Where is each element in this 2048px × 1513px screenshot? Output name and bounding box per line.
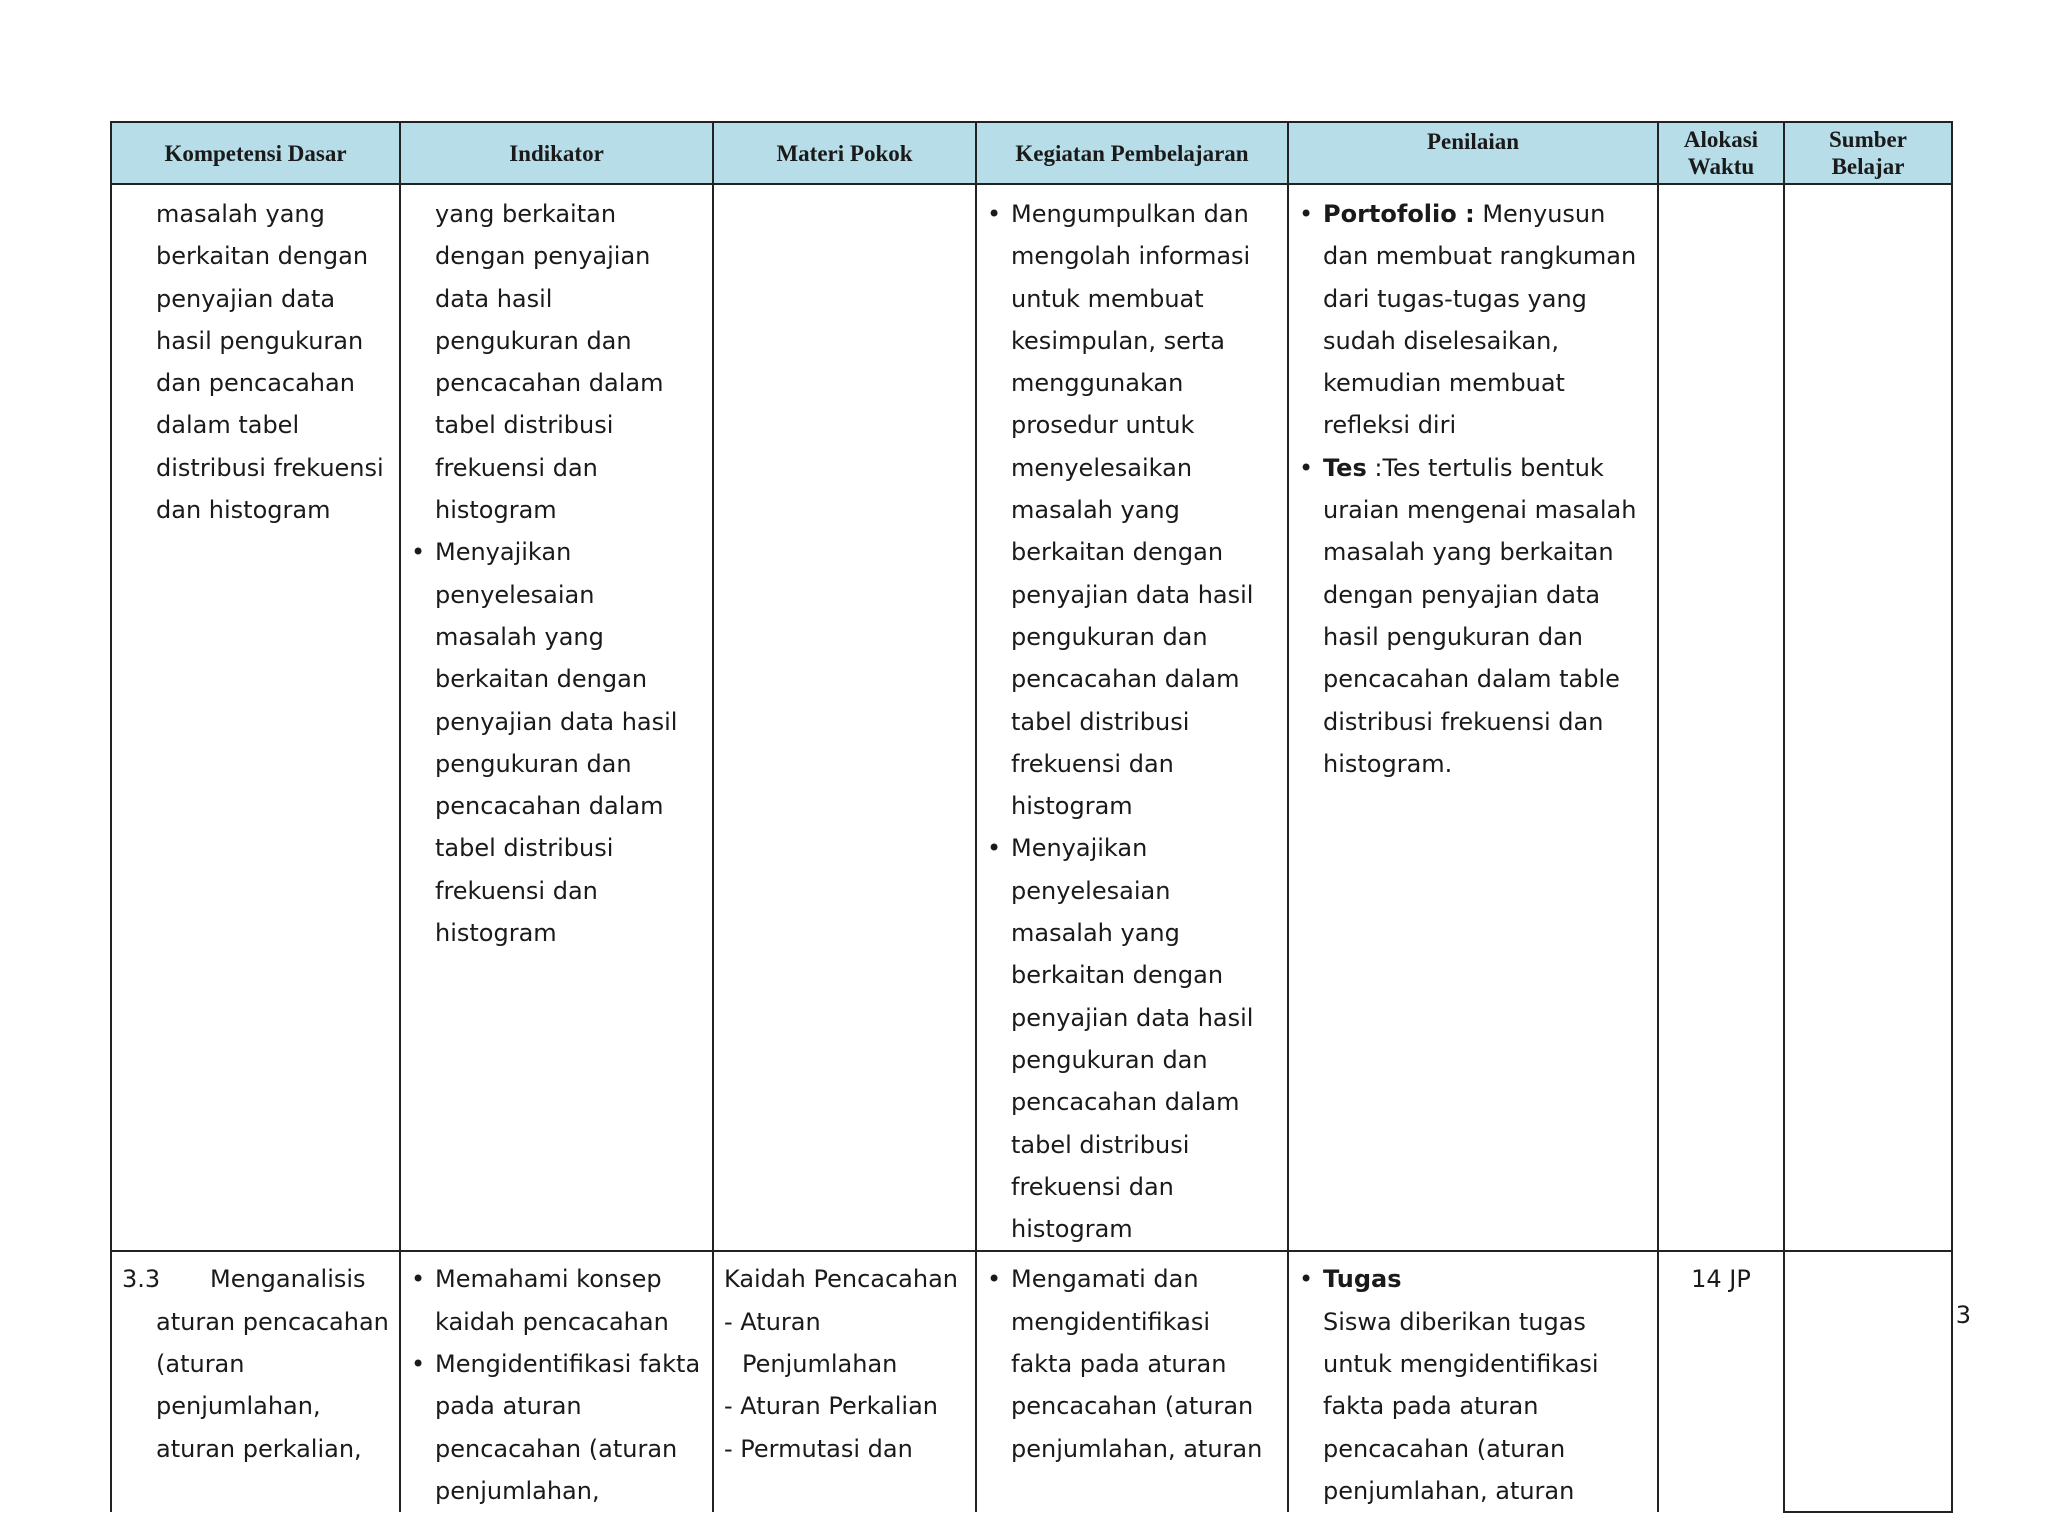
cell-kegiatan-pembelajaran [976,1251,1288,1512]
header-indikator: Indikator [400,122,713,184]
cell-materi-pokok [713,1251,976,1512]
list-item: • Mengidentifikasi fakta pada aturan pencacahan (aturan penjumlahan, [411,1343,702,1512]
cell-alokasi-waktu [1658,184,1784,1251]
kompetensi-verb: Menganalisis [210,1265,366,1294]
header-sumber-belajar [1784,122,1952,184]
list-item: • Mengumpulkan dan mengolah informasi untuk membuat kesimpulan, serta menggunakan prosedur untuk menyelesaikan masalah yang berkaitan dengan penyajian data hasil pengukuran dan pencacahan dalam tabel distribusi frekuensi dan histogram [987,193,1277,827]
header-alokasi-line1: Alokasi [1683,127,1759,152]
cell-indikator [400,184,713,1251]
penilaian-list [1299,1258,1647,1512]
list-item [1299,1258,1647,1512]
indikator-list [411,1258,702,1512]
header-kompetensi-dasar: Kompetensi Dasar [111,122,400,184]
penilaian-label: Portofolio : [1323,200,1475,228]
header-kegiatan-pembelajaran: Kegiatan Pembelajaran [976,122,1288,184]
cell-penilaian [1288,1251,1658,1512]
list-item: • Memahami konsep kaidah pencacahan [411,1258,702,1343]
header-penilaian: Penilaian [1288,122,1658,184]
materi-item: - Permutasi dan [724,1434,913,1463]
penilaian-text: Menyusun dan membuat rangkuman dari tugas-tugas yang sudah diselesaikan, kemudian membuat refleksi diri [1323,200,1637,440]
list-item: • Menyajikan penyelesaian masalah yang berkaitan dengan penyajian data hasil pengukuran dan pencacahan dalam tabel distribusi frekuensi dan histogram [411,531,702,954]
materi-item: - Aturan Perkalian [724,1392,939,1421]
cell-sumber-belajar [1784,184,1952,1251]
penilaian-label: Tes [1323,453,1367,482]
kompetensi-first-line [122,1258,389,1300]
table-row [111,184,1952,1251]
table-row [111,1251,1952,1512]
cell-kegiatan-pembelajaran [976,184,1288,1251]
kompetensi-number: 3.3 [122,1265,161,1294]
penilaian-list [1299,193,1647,785]
penilaian-label: Tugas [1323,1265,1402,1294]
list-item: • Menyajikan penyelesaian masalah yang berkaitan dengan penyajian data hasil pengukuran dan pencacahan dalam tabel distribusi frekuensi dan histogram [987,827,1277,1250]
list-item [1299,193,1647,447]
cell-penilaian [1288,184,1658,1251]
header-materi-pokok: Materi Pokok [713,122,976,184]
indikator-list [411,531,702,954]
materi-title: Kaidah Pencacahan [724,1265,958,1294]
kegiatan-list [987,1258,1277,1469]
list-item [1299,447,1647,785]
materi-item: - Aturan Penjumlahan [724,1307,898,1379]
penilaian-text: Siswa diberikan tugas untuk mengidentifikasi fakta pada aturan pencacahan (aturan penjumlahan, aturan [1323,1307,1599,1505]
cell-indikator [400,1251,713,1512]
cell-sumber-belajar [1784,1251,1952,1512]
syllabus-table [110,121,1953,1513]
kegiatan-list [987,193,1277,1250]
cell-alokasi-waktu: 14 JP [1658,1251,1784,1512]
kompetensi-text: masalah yang berkaitan dengan penyajian data hasil pengukuran dan pencacahan dalam tabel distribusi frekuensi dan histogram [156,200,384,525]
cell-kompetensi-dasar [111,184,400,1251]
table-header-row [111,122,1952,184]
header-alokasi-line2: Waktu [1687,154,1755,179]
kompetensi-text: aturan pencacahan (aturan penjumlahan, aturan perkalian, [156,1307,389,1463]
header-sumber-line1: Sumber [1829,127,1907,152]
list-item: • Mengamati dan mengidentifikasi fakta pada aturan pencacahan (aturan penjumlahan, aturan [987,1258,1277,1469]
cell-materi-pokok [713,184,976,1251]
header-sumber-line2: Belajar [1831,154,1905,179]
penilaian-text: :Tes tertulis bentuk uraian mengenai masalah masalah yang berkaitan dengan penyajian data hasil pengukuran dan pencacahan dalam table distribusi frekuensi dan histogram. [1323,453,1637,778]
page-number: 3 [1955,1301,1971,1329]
cell-kompetensi-dasar [111,1251,400,1512]
header-alokasi-waktu [1658,122,1784,184]
indikator-continuation: yang berkaitan dengan penyajian data hasil pengukuran dan pencacahan dalam tabel distribusi frekuensi dan histogram [435,200,664,525]
